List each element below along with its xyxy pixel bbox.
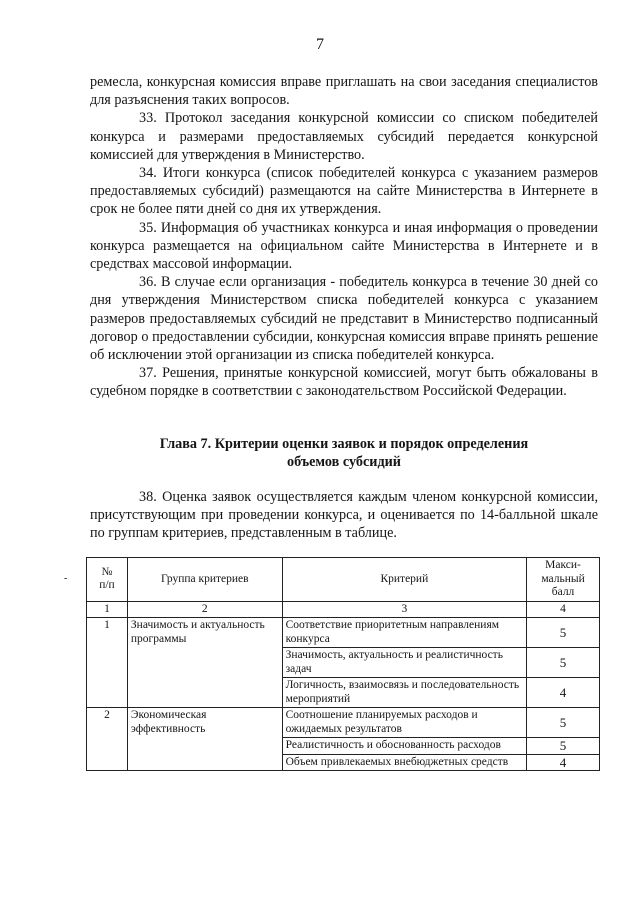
column-number-row (87, 601, 600, 618)
column-number: 3 (282, 601, 526, 618)
criterion-score: 4 (527, 754, 600, 771)
criterion-text: Значимость, актуальность и реалистичность задач (282, 648, 526, 678)
margin-mark: - (64, 573, 68, 584)
criterion-text: Логичность, взаимосвязь и последовательность мероприятий (282, 678, 526, 708)
header-num: № п/п (87, 558, 128, 602)
header-criterion: Критерий (282, 558, 526, 602)
column-number: 4 (527, 601, 600, 618)
criteria-table (86, 557, 600, 771)
paragraph-36: 36. В случае если организация - победитель конкурса в течение 30 дней со дня утверждения Министерством списка победителей конкурса с указанием размеров предоставляемых субсидий не представит в Министерство подписанный договор о предоставлении субсидии, конкурсная комиссия вправе принять решение об исключении этой организации из списка победителей конкурса. (90, 274, 598, 364)
criterion-score: 4 (527, 678, 600, 708)
criterion-text: Соответствие приоритетным направлениям конкурса (282, 618, 526, 648)
paragraph-33: 33. Протокол заседания конкурсной комиссии со списком победителей конкурса и размерами предоставляемых субсидий передается конкурсной комиссией для утверждения в Министерство. (90, 110, 598, 163)
table-row (87, 618, 600, 648)
page-number: 7 (316, 36, 324, 53)
chapter-heading-line2: объемов субсидий (287, 454, 401, 471)
criterion-score: 5 (527, 648, 600, 678)
paragraph-35: 35. Информация об участниках конкурса и иная информация о проведении конкурса размещается на официальном сайте Министерства в Интернете и в средствах массовой информации. (90, 219, 598, 273)
group-number: 2 (87, 708, 128, 771)
group-name: Значимость и актуальность программы (127, 618, 282, 708)
table-header-row (87, 558, 600, 602)
group-name: Экономическая эффективность (127, 708, 282, 771)
body-text (90, 73, 598, 401)
paragraph-37: 37. Решения, принятые конкурсной комиссией, могут быть обжалованы в судебном порядке в соответствии с законодательством Российской Федерации. (90, 365, 598, 400)
chapter-heading (90, 435, 598, 471)
table-row (87, 708, 600, 738)
paragraph-34: 34. Итоги конкурса (список победителей конкурса с указанием размеров предоставляемых субсидий) размещаются на сайте Министерства в Интернете в срок не более пяти дней со дня их утверждения. (90, 165, 598, 218)
group-number: 1 (87, 618, 128, 708)
criterion-text: Реалистичность и обоснованность расходов (282, 738, 526, 755)
paragraph-38: 38. Оценка заявок осуществляется каждым членом конкурсной комиссии, присутствующим при проведении конкурса, и оценивается по 14-балльной шкале по группам критериев, представленным в таблице. (90, 489, 598, 542)
paragraph-continuation: ремесла, конкурсная комиссия вправе приглашать на свои заседания специалистов для разъяснения таких вопросов. (90, 74, 598, 109)
column-number: 1 (87, 601, 128, 618)
criterion-score: 5 (527, 738, 600, 755)
header-group: Группа критериев (127, 558, 282, 602)
column-number: 2 (127, 601, 282, 618)
criterion-score: 5 (527, 618, 600, 648)
criterion-text: Соотношение планируемых расходов и ожидаемых результатов (282, 708, 526, 738)
chapter-heading-line1: Глава 7. Критерии оценки заявок и порядок определения (159, 436, 529, 452)
criterion-score: 5 (527, 708, 600, 738)
header-max-score: Макси- мальный балл (527, 558, 600, 602)
criterion-text: Объем привлекаемых внебюджетных средств (282, 754, 526, 771)
